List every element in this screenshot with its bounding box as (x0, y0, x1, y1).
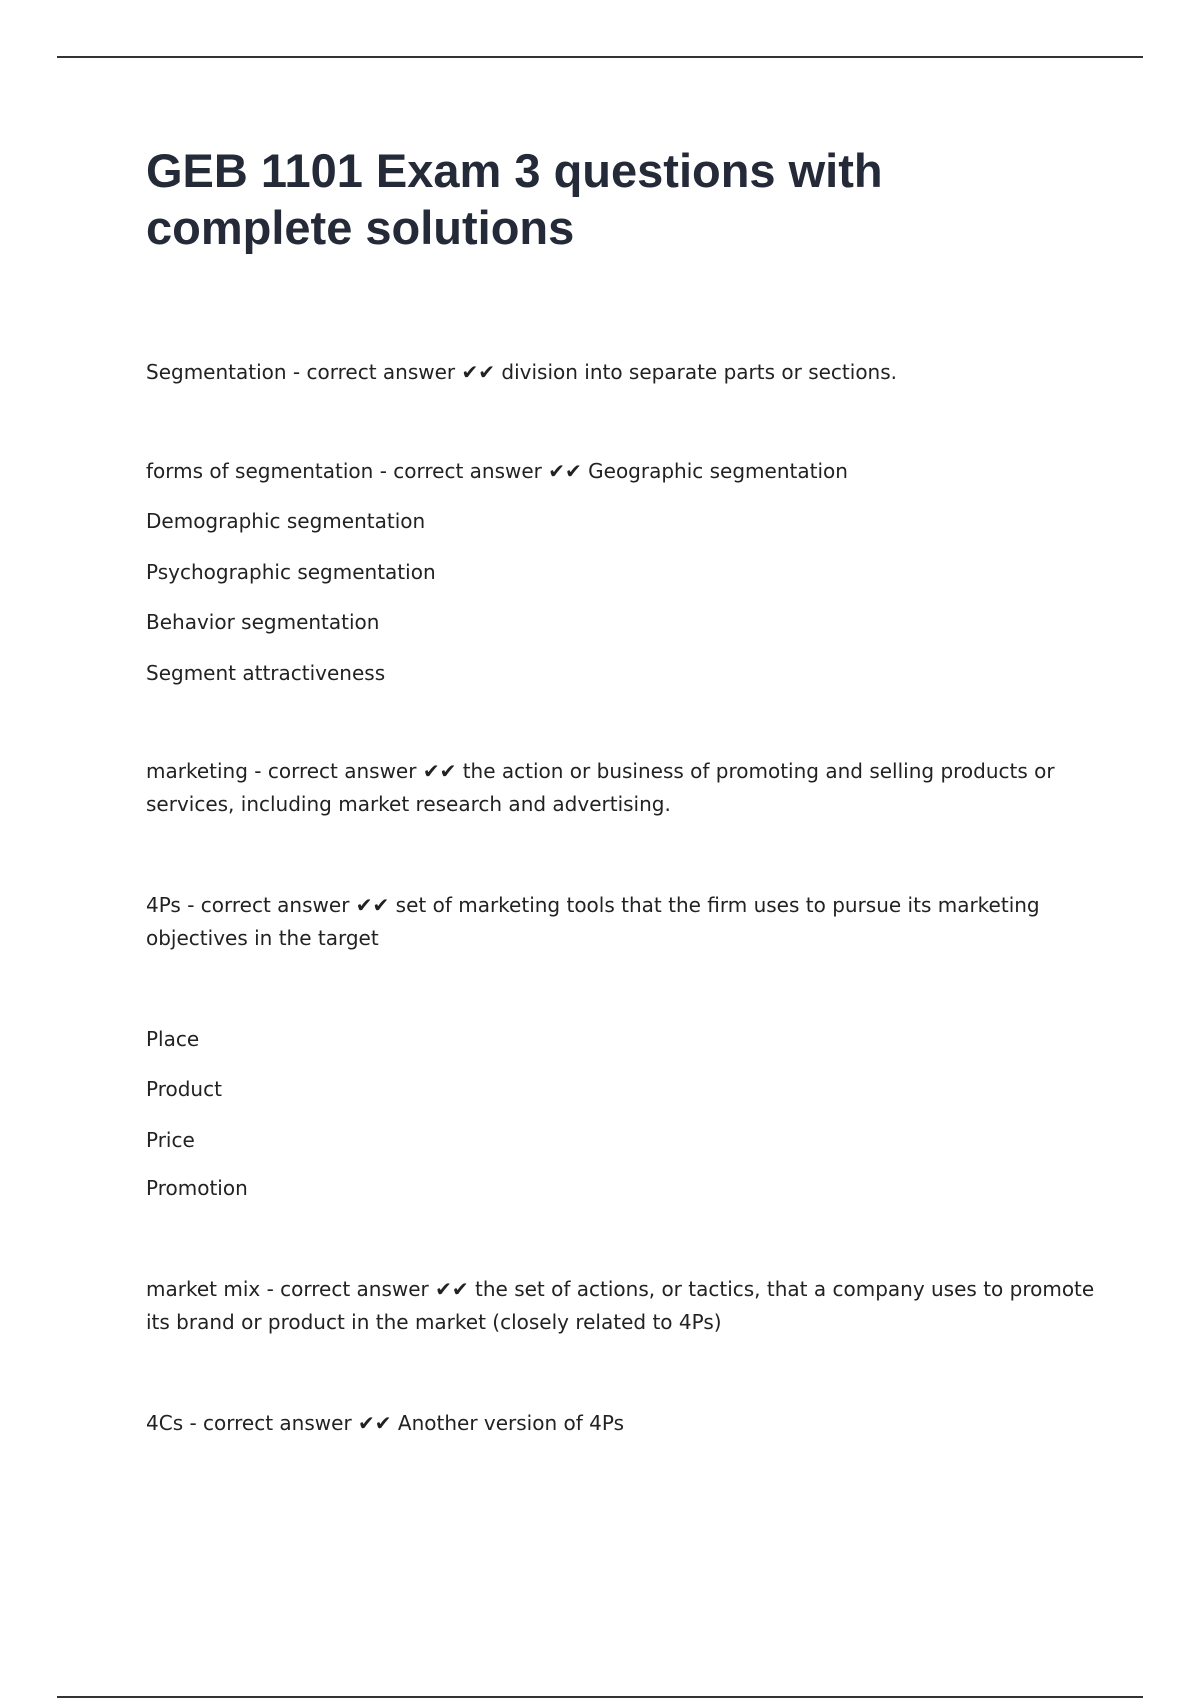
term: 4Ps (146, 893, 181, 917)
list-item: Demographic segmentation (146, 509, 426, 533)
answer-separator: - correct answer (260, 1277, 436, 1301)
list-item: Place (146, 1027, 200, 1051)
qa-entry-marketing (146, 755, 1076, 821)
bottom-rule (57, 1696, 1143, 1698)
answer-separator: - correct answer (180, 893, 356, 917)
list-item: Behavior segmentation (146, 610, 380, 634)
answer-text: the action or business of promoting and selling products or services, including market research and advertising. (146, 759, 1055, 816)
answer-separator: - correct answer (183, 1411, 359, 1435)
answer-text: Another version of 4Ps (391, 1411, 624, 1435)
qa-entry-market-mix (146, 1273, 1096, 1339)
qa-entry-4ps (146, 889, 1046, 955)
term: marketing (146, 759, 248, 783)
qa-entry-4cs (146, 1407, 1086, 1440)
qa-entry-forms-of-segmentation (146, 455, 1086, 488)
term: forms of segmentation (146, 459, 374, 483)
answer-text: the set of actions, or tactics, that a company uses to promote its brand or product in the market (closely related to 4Ps) (146, 1277, 1095, 1334)
list-item: Psychographic segmentation (146, 560, 436, 584)
checkmark-icon: ✔✔ (422, 759, 457, 783)
term: 4Cs (146, 1411, 184, 1435)
list-item: Segment attractiveness (146, 661, 386, 685)
document-title: GEB 1101 Exam 3 questions with complete solutions (146, 144, 883, 254)
checkmark-icon: ✔✔ (435, 1277, 469, 1301)
answer-text: set of marketing tools that the firm uses to pursue its marketing objectives in the target (146, 893, 1040, 950)
top-rule (57, 56, 1143, 58)
term: Segmentation (146, 360, 287, 384)
checkmark-icon: ✔✔ (355, 893, 390, 917)
answer-separator: - correct answer (286, 360, 462, 384)
answer-text: Geographic segmentation (581, 459, 848, 483)
list-item: Promotion (146, 1176, 248, 1200)
checkmark-icon: ✔✔ (548, 459, 582, 483)
term: market mix (146, 1277, 261, 1301)
list-item: Product (146, 1077, 222, 1101)
qa-entry-segmentation (146, 356, 1086, 389)
checkmark-icon: ✔✔ (358, 1411, 392, 1435)
answer-text: division into separate parts or sections. (495, 360, 898, 384)
checkmark-icon: ✔✔ (461, 360, 496, 384)
list-item: Price (146, 1128, 195, 1152)
answer-separator: - correct answer (247, 759, 423, 783)
answer-separator: - correct answer (373, 459, 549, 483)
